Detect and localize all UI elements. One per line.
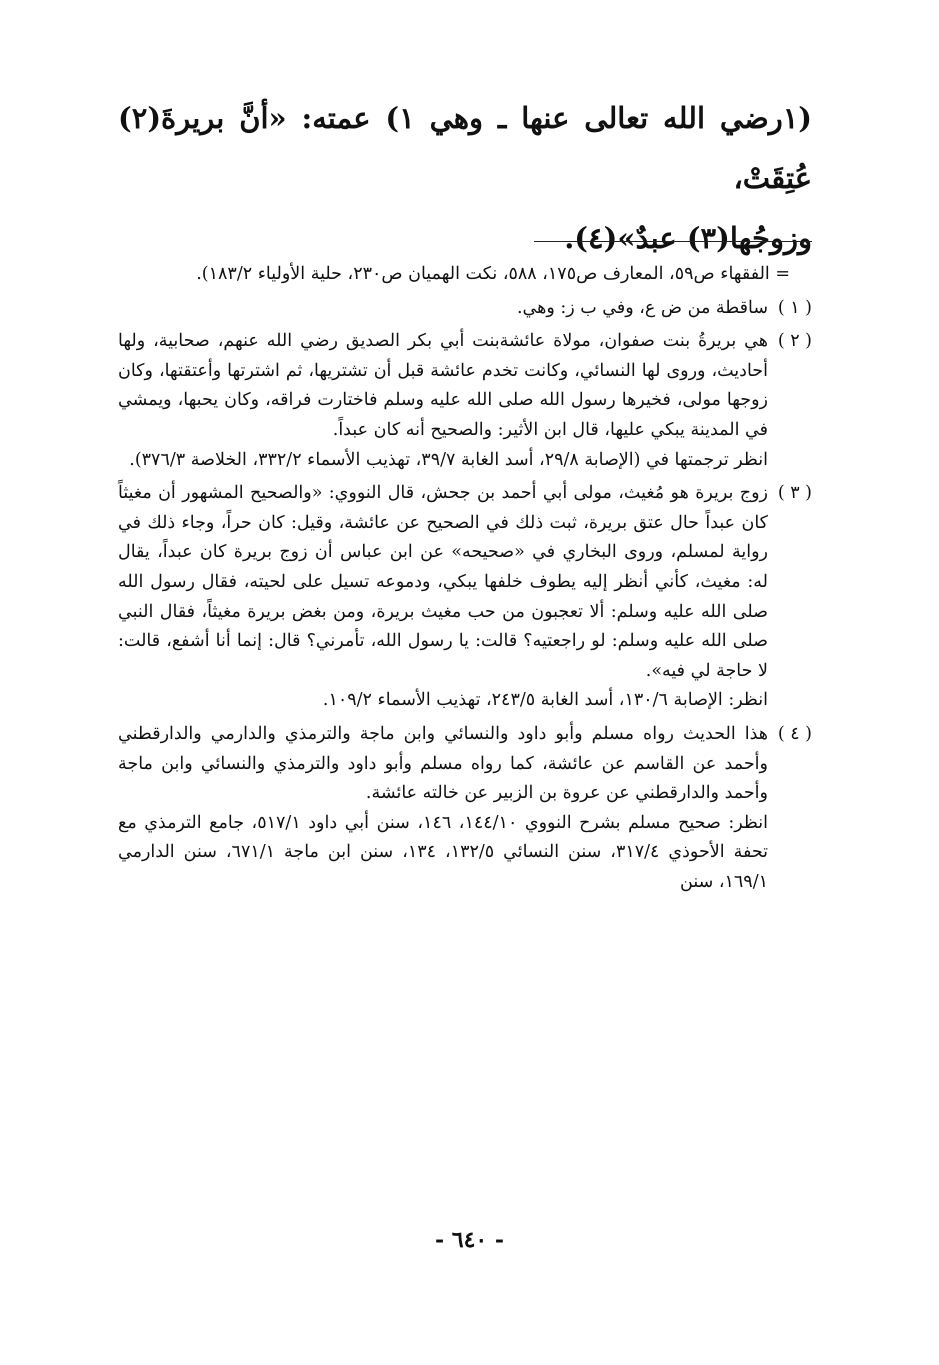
main-text-line: (١رضي الله تعالى عنها ـ وهي ١) عمته: «أنَّ بريرةَ(٢) عُتِقَتْ، xyxy=(118,101,813,195)
footnote-paragraph: هي بريرةُ بنت صفوان، مولاة عائشةبنت أبي بكر الصديق رضي الله عنهم، صحابية، ولها أحاديث، وروى لها النسائي، وكانت تخدم عائشة قبل أن تشتريها، ثم اشترتها وأعتقتها، وكان زوجها مولى، فخيرها رسول الله صلى الله عليه وسلم فاختارت فراقه، وكان يحبها، ويمشي في المدينة يبكي عليها، قال ابن الأثير: والصحيح أنه كان عبداً. xyxy=(118,331,768,440)
footnote-1 xyxy=(118,294,812,324)
main-text-line: وزوجُها(٣) عبدٌ»(٤). xyxy=(564,221,812,255)
footnote-paragraph: انظر ترجمتها في (الإصابة ٢٩/٨، أسد الغابة ٣٩/٧، تهذيب الأسماء ٣٣٢/٢، الخلاصة ٣٧٦/٣). xyxy=(129,449,768,470)
footnote-separator-line xyxy=(534,241,812,242)
page-number: - ٦٤٠ - xyxy=(434,1227,505,1253)
footnote-continuation xyxy=(118,260,812,290)
book-page xyxy=(118,88,812,1268)
footnote-number: ( ١ ) xyxy=(777,297,812,318)
footnotes-section xyxy=(118,260,812,897)
footnote-paragraph: = الفقهاء ص٥٩، المعارف ص١٧٥، ٥٨٨، نكت الهميان ص٢٣٠، حلية الأولياء ١٨٣/٢). xyxy=(196,264,790,284)
footnote-paragraph: هذا الحديث رواه مسلم وأبو داود والنسائي وابن ماجة والترمذي والدارمي والدارقطني وأحمد عن القاسم عن عائشة، كما رواه مسلم وأبو داود والترمذي والنسائي وابن ماجة وأحمد والدارقطني عن عروة بن الزبير عن خالته عائشة. xyxy=(118,723,768,804)
footnote-number: ( ٤ ) xyxy=(777,723,812,744)
footnote-2 xyxy=(118,327,812,475)
footnote-paragraph: زوج بريرة هو مُغيث، مولى أبي أحمد بن جحش، قال النووي: «والصحيح المشهور أن مغيثاً كان عبداً حال عتق بريرة، ثبت ذلك في الصحيح عن عائشة، وقيل: كان حراً، وجاء ذلك في رواية لمسلم، وروى البخاري في «صحيحه» عن ابن عباس أن زوج بريرة كان عبداً، يقال له: مغيث، كأني أنظر إليه يطوف خلفها يبكي، ودموعه تسيل على لحيته، فقال رسول الله صلى الله عليه وسلم: ألا تعجبون من حب مغيث بريرة، ومن بغض بريرة مغيثاً، فقال النبي صلى الله عليه وسلم: لو راجعتيه؟ قالت: يا رسول الله، تأمرني؟ قال: إنما أنا أشفع، قالت: لا حاجة لي فيه». xyxy=(118,483,768,681)
footnote-number: ( ٢ ) xyxy=(777,331,812,352)
footnote-paragraph: انظر: الإصابة ١٣٠/٦، أسد الغابة ٢٤٣/٥، تهذيب الأسماء ١٠٩/٢. xyxy=(322,690,768,711)
footnote-3 xyxy=(118,479,812,716)
footnote-paragraph: انظر: صحيح مسلم بشرح النووي ١٤٤/١٠، ١٤٦، سنن أبي داود ٥١٧/١، جامع الترمذي مع تحفة الأحوذي ٣١٧/٤، سنن النسائي ١٣٢/٥، ١٣٤، سنن ابن ماجة ٦٧١/١، سنن الدارمي ١٦٩/١، سنن xyxy=(118,812,769,892)
footnote-number: ( ٣ ) xyxy=(777,483,812,504)
footnote-paragraph: ساقطة من ض ع، وفي ب ز: وهي. xyxy=(516,297,768,318)
footnote-4 xyxy=(118,720,812,898)
